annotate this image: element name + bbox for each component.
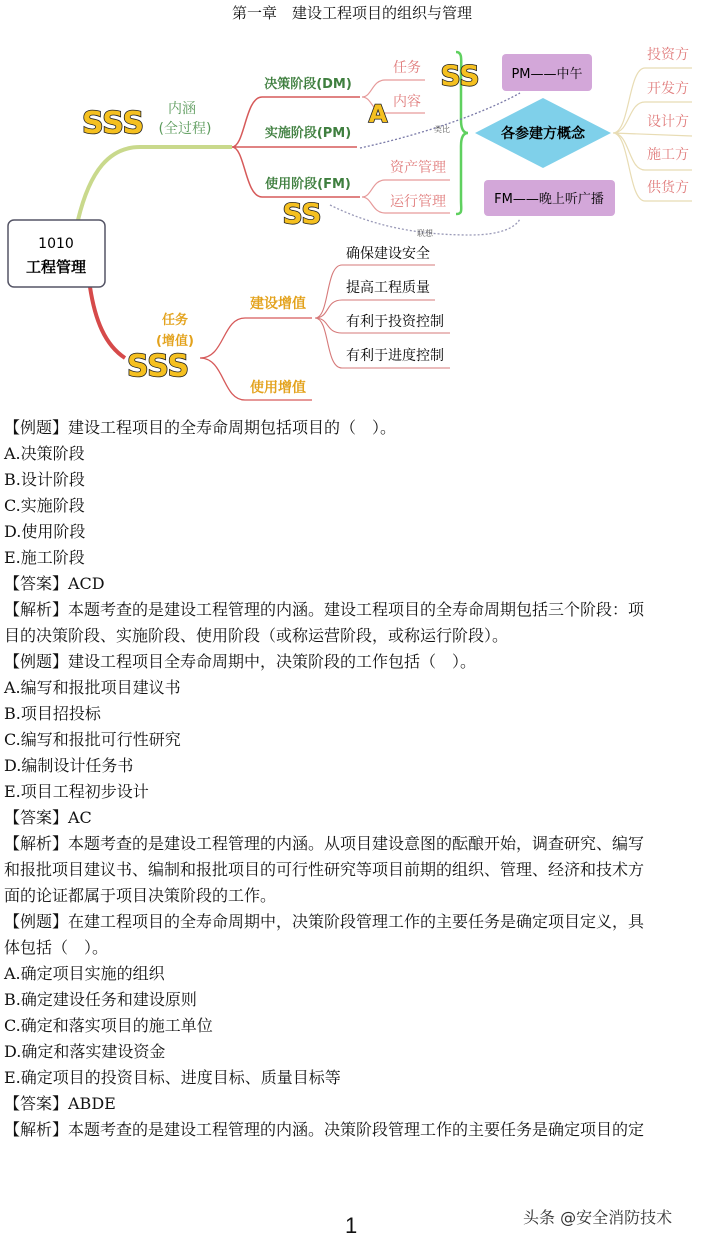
text-line: 和报批项目建议书、编制和报批项目的可行性研究等项目前期的组织、管理、经济和技术方 [4,860,645,879]
text-line: 【例题】建设工程项目全寿命周期中，决策阶段的工作包括（ ）。 [4,652,477,671]
task-sublabel: (增值) [156,334,194,349]
party-designer: 设计方 [647,114,689,130]
text-line: 【例题】建设工程项目的全寿命周期包括项目的（ ）。 [4,418,397,437]
text-line: A.确定项目实施的组织 [4,964,165,983]
text-line: 体包括（ ）。 [4,938,109,957]
text-line: D.使用阶段 [4,522,86,541]
sss-badge: SSS [81,106,145,141]
construction-item: 有利于进度控制 [346,348,444,364]
sub-asset-management: 资产管理 [390,160,446,176]
party-developer: 开发方 [647,81,689,97]
question-content [4,415,704,1143]
text-line: C.确定和落实项目的施工单位 [4,1016,213,1035]
analogy-label: 类比 [434,125,450,134]
root-node [8,220,105,287]
sub-content: 内容 [393,94,421,110]
text-line: A.决策阶段 [4,444,85,463]
party-supplier: 供货方 [647,180,689,196]
association-label: 联想 [417,229,433,238]
text-line: E.施工阶段 [4,548,85,567]
text-line: C.编写和报批可行性研究 [4,730,181,749]
task-branch [90,287,125,358]
text-line: 面的论证都属于项目决策阶段的工作。 [4,886,277,905]
text-line: 【解析】本题考查的是建设工程管理的内涵。建设工程项目的全寿命周期包括三个阶段：项 [4,600,645,619]
construction-value: 建设增值 [250,296,306,312]
concept-label: 各参建方概念 [501,126,585,142]
ss-badge: SS [282,197,322,230]
text-line: 【例题】在建工程项目的全寿命周期中，决策阶段管理工作的主要任务是确定项目定义，具 [4,912,645,931]
use-value: 使用增值 [250,380,306,396]
ss-badge: SS [440,59,480,92]
text-line: 【解析】本题考查的是建设工程管理的内涵。决策阶段管理工作的主要任务是确定项目的定 [4,1120,645,1139]
connotation-branch [78,147,232,220]
stage-use: 使用阶段(FM) [265,177,351,192]
connotation-label: 内涵 [168,101,196,117]
text-line: E.确定项目的投资目标、进度目标、质量目标等 [4,1068,341,1087]
stage-implementation: 实施阶段(PM) [264,126,352,141]
construction-item: 确保建设安全 [346,246,430,262]
sss-badge: SSS [126,349,190,384]
text-line: E.项目工程初步设计 [4,782,149,801]
text-line: 【解析】本题考查的是建设工程管理的内涵。从项目建设意图的酝酿开始，调查研究、编写 [4,834,645,853]
pm-box-label: PM——中午 [511,67,583,82]
root-title: 工程管理 [25,258,87,276]
mind-map [0,30,704,415]
sub-operation-management: 运行管理 [390,194,446,210]
connotation-sublabel: (全过程) [158,121,212,137]
text-line: C.实施阶段 [4,496,85,515]
stage-decision: 决策阶段(DM) [264,77,352,92]
task-label: 任务 [161,313,189,328]
text-line: 【答案】AC [4,808,92,827]
text-line: D.确定和落实建设资金 [4,1042,166,1061]
text-line: D.编制设计任务书 [4,756,134,775]
watermark: 头条 @安全消防技术 [523,1208,673,1227]
page-number: 1 [345,1213,358,1238]
party-contractor: 施工方 [647,147,689,163]
text-line: 目的决策阶段、实施阶段、使用阶段（或称运营阶段，或称运行阶段）。 [4,626,509,645]
text-line: B.项目招投标 [4,704,101,723]
text-line: B.确定建设任务和建设原则 [4,990,197,1009]
root-code: 1010 [38,236,74,252]
text-line: 【答案】ACD [4,574,105,593]
sub-task: 任务 [393,60,421,76]
text-line: B.设计阶段 [4,470,85,489]
page-title: 第一章 建设工程项目的组织与管理 [231,4,472,22]
text-line: A.编写和报批项目建议书 [4,678,181,697]
text-line: 【答案】ABDE [4,1094,116,1113]
construction-item: 有利于投资控制 [346,314,444,330]
party-investor: 投资方 [647,47,689,63]
construction-item: 提高工程质量 [346,280,430,296]
fm-box-label: FM——晚上听广播 [494,192,604,207]
a-badge: A [368,100,388,128]
